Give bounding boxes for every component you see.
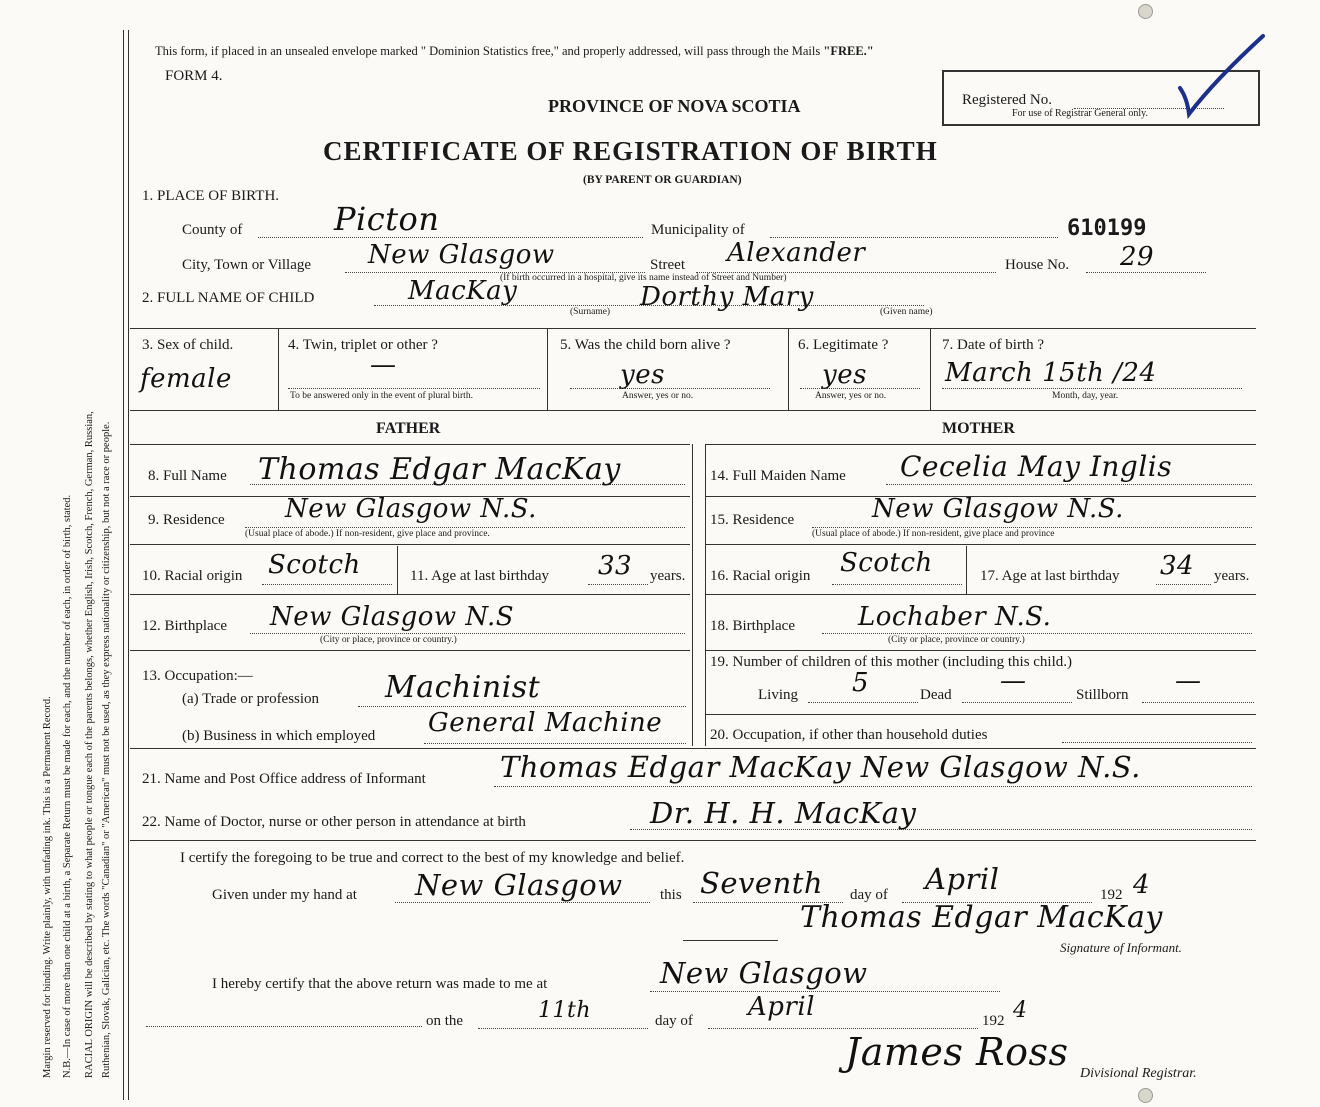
county-label: County of: [182, 222, 243, 238]
county-value: Picton: [334, 200, 440, 238]
day-of-label: day of: [850, 887, 888, 903]
year-prefix: 192: [1100, 887, 1123, 903]
date-label: 7. Date of birth ?: [942, 337, 1045, 353]
informant-signature: Thomas Edgar MacKay: [800, 900, 1163, 935]
father-residence: New Glasgow N.S.: [285, 494, 537, 524]
informant-line: [494, 786, 1252, 787]
form-number: FORM 4.: [165, 68, 223, 84]
on-the-label: on the: [426, 1013, 464, 1029]
stamp-number: 610199: [1067, 216, 1147, 241]
margin-note-4: Ruthenian, Slovak, Galician, etc. The words "Canadian" or "American" must not be used, as they express nationality or citizenship, but not a race or people.: [101, 421, 112, 1078]
mother-heading: MOTHER: [942, 420, 1015, 437]
father-race-label: 10. Racial origin: [142, 568, 243, 584]
rule-father-head: [130, 444, 690, 445]
twin-caption: To be answered only in the event of plural birth.: [290, 391, 473, 401]
mother-age-divider: [966, 546, 967, 594]
year-suffix: 4: [1133, 870, 1151, 900]
margin-rule: [123, 30, 124, 1100]
mother-occupation-line: [1062, 742, 1252, 743]
county-line: [258, 237, 643, 238]
trade-label: (a) Trade or profession: [182, 691, 320, 707]
reg-month-line: [708, 1028, 978, 1029]
trade-value: Machinist: [385, 670, 541, 705]
date-caption: Month, day, year.: [1052, 391, 1119, 401]
street-label: Street: [650, 257, 685, 273]
mother-age: 34: [1160, 551, 1195, 581]
registrar-place-line: [650, 991, 1000, 992]
sex-label: 3. Sex of child.: [142, 337, 234, 353]
rule-row16: [706, 594, 1256, 595]
certificate-subtitle: (BY PARENT OR GUARDIAN): [583, 174, 742, 186]
living-label: Living: [758, 687, 798, 703]
mother-name-label: 14. Full Maiden Name: [710, 468, 846, 484]
sex-value: female: [140, 364, 232, 394]
certificate-title: CERTIFICATE OF REGISTRATION OF BIRTH: [323, 136, 938, 166]
house-label: House No.: [1005, 257, 1070, 273]
twin-label: 4. Twin, triplet or other ?: [288, 337, 438, 353]
stillborn-line: [1142, 702, 1254, 703]
margin-rule-2: [128, 30, 129, 1100]
dead-label: Dead: [920, 687, 952, 703]
rule-bottom-child: [130, 410, 1256, 411]
reg-day-of-label: day of: [655, 1013, 693, 1029]
rule-row9: [130, 544, 690, 545]
rule-row19: [706, 714, 1256, 715]
doctor-value: Dr. H. H. MacKay: [650, 796, 917, 830]
business-value: General Machine: [428, 708, 663, 738]
trade-line: [358, 706, 686, 707]
father-birthplace-caption: (City or place, province or country.): [320, 635, 457, 645]
twin-line: [288, 388, 540, 389]
checkmark-icon: [1175, 30, 1270, 120]
alive-line: [570, 388, 770, 389]
mother-race-label: 16. Racial origin: [710, 568, 811, 584]
father-birthplace-line: [250, 633, 685, 634]
mother-name-line: [886, 484, 1252, 485]
registrar-signature: James Ross: [845, 1030, 1069, 1074]
occupation-label: 13. Occupation:—: [142, 668, 253, 684]
business-line: [424, 743, 686, 744]
cert-day: Seventh: [700, 866, 824, 900]
this-label: this: [660, 887, 682, 903]
father-race: Scotch: [268, 550, 361, 580]
father-birthplace-label: 12. Birthplace: [142, 618, 227, 634]
alive-label: 5. Was the child born alive ?: [560, 337, 731, 353]
father-res-label: 9. Residence: [148, 512, 225, 528]
reg-year-suffix: 4: [1013, 998, 1028, 1023]
mother-res-line: [812, 527, 1252, 528]
mother-residence: New Glasgow N.S.: [872, 494, 1124, 524]
date-line: [942, 388, 1242, 389]
registrar-statement: I hereby certify that the above return was made to me at: [212, 976, 548, 992]
mother-birthplace-label: 18. Birthplace: [710, 618, 795, 634]
dead-value: —: [1000, 666, 1027, 696]
registrar-use-note: For use of Registrar General only.: [1012, 108, 1148, 119]
postal-note: This form, if placed in an unsealed envelope marked " Dominion Statistics free," and properly addressed, will pass through the Mails "FREE.": [155, 44, 874, 58]
informant-sign-left-line: [683, 940, 778, 941]
col-rule-2: [547, 328, 548, 410]
on-the-lead-line: [146, 1026, 422, 1027]
margin-note-3: RACIAL ORIGIN will be described by stating to what people or tongue each of the parents belongs, whether English, Irish, Scotch, French, German, Russian,: [84, 411, 95, 1078]
child-given-name: Dorthy Mary: [640, 282, 814, 312]
given-label: Given under my hand at: [212, 887, 357, 903]
punch-hole-bottom: [1138, 1088, 1153, 1103]
father-age-divider: [397, 546, 398, 594]
street-value: Alexander: [727, 238, 866, 268]
father-age-label: 11. Age at last birthday: [410, 568, 549, 584]
rule-row10: [130, 594, 690, 595]
city-value: New Glasgow: [368, 240, 555, 270]
place-of-birth-heading: 1. PLACE OF BIRTH.: [142, 188, 280, 204]
registrar-day: 11th: [538, 998, 592, 1023]
registrar-month: April: [748, 992, 815, 1022]
hospital-note: (If birth occurred in a hospital, give its name instead of Street and Number): [500, 273, 787, 283]
living-value: 5: [852, 668, 870, 698]
margin-note-2: N.B.—In case of more than one child at a birth, a Separate Return must be made for each, and the number of each, in order of birth, stated.: [62, 494, 73, 1078]
rule-row15: [706, 544, 1256, 545]
living-line: [808, 702, 918, 703]
mother-race-line: [832, 584, 962, 585]
rule-row12: [130, 650, 690, 651]
father-age-line: [588, 584, 648, 585]
child-name-label: 2. FULL NAME OF CHILD: [142, 290, 315, 306]
father-birthplace: New Glasgow N.S: [270, 602, 515, 632]
father-name: Thomas Edgar MacKay: [258, 452, 621, 487]
signature-caption: Signature of Informant.: [1060, 940, 1182, 955]
registrar-caption: Divisional Registrar.: [1080, 1066, 1197, 1081]
surname-caption: (Surname): [570, 307, 611, 317]
date-value: March 15th /24: [945, 358, 1157, 388]
given-place-line: [395, 902, 650, 903]
municipality-label: Municipality of: [651, 222, 745, 238]
father-heading: FATHER: [376, 420, 441, 437]
mother-occupation-label: 20. Occupation, if other than household duties: [710, 727, 988, 743]
father-years: years.: [650, 568, 686, 584]
twin-value: —: [370, 350, 397, 380]
children-count-label: 19. Number of children of this mother (including this child.): [710, 654, 1073, 670]
mother-birthplace-caption: (City or place, province or country.): [888, 635, 1025, 645]
mother-age-line: [1156, 584, 1211, 585]
center-divider-2: [705, 444, 706, 746]
mother-age-label: 17. Age at last birthday: [980, 568, 1120, 584]
margin-note-1: Margin reserved for binding. Write plainly, with unfading ink. This is a Permanent Record.: [42, 696, 53, 1078]
mother-name: Cecelia May Inglis: [900, 450, 1173, 483]
legitimate-caption: Answer, yes or no.: [815, 391, 887, 401]
legitimate-line: [800, 388, 920, 389]
registrar-place: New Glasgow: [660, 956, 868, 990]
stillborn-value: —: [1175, 666, 1202, 696]
mother-res-caption: (Usual place of abode.) If non-resident, give place and province: [812, 529, 1055, 539]
father-res-line: [245, 527, 685, 528]
father-age: 33: [598, 551, 633, 581]
doctor-label: 22. Name of Doctor, nurse or other person in attendance at birth: [142, 814, 526, 830]
house-line: [1086, 272, 1206, 273]
father-name-label: 8. Full Name: [148, 468, 227, 484]
business-label: (b) Business in which employed: [182, 728, 376, 744]
given-caption: (Given name): [880, 307, 933, 317]
legitimate-label: 6. Legitimate ?: [798, 337, 889, 353]
legitimate-value: yes: [822, 360, 867, 390]
col-rule-1: [278, 328, 279, 410]
informant-label: 21. Name and Post Office address of Informant: [142, 771, 426, 787]
given-place: New Glasgow: [415, 868, 623, 902]
house-value: 29: [1120, 242, 1155, 272]
mother-race: Scotch: [840, 548, 933, 578]
alive-caption: Answer, yes or no.: [622, 391, 694, 401]
dead-line: [962, 702, 1072, 703]
province-heading: PROVINCE OF NOVA SCOTIA: [548, 96, 801, 116]
mother-birthplace-line: [822, 633, 1252, 634]
rule-row18: [706, 650, 1256, 651]
reg-year-prefix: 192: [982, 1013, 1005, 1029]
reg-day-line: [478, 1028, 648, 1029]
cert-month: April: [925, 862, 1000, 896]
registered-label: Registered No.: [962, 92, 1052, 108]
cert-statement: I certify the foregoing to be true and correct to the best of my knowledge and belief.: [180, 850, 685, 866]
mother-years: years.: [1214, 568, 1250, 584]
col-rule-4: [930, 328, 931, 410]
center-divider: [692, 444, 693, 746]
father-race-line: [262, 584, 392, 585]
alive-value: yes: [620, 360, 665, 390]
child-surname: MacKay: [408, 276, 518, 306]
mother-res-label: 15. Residence: [710, 512, 795, 528]
punch-hole-top: [1138, 4, 1153, 19]
stillborn-label: Stillborn: [1076, 687, 1129, 703]
father-res-caption: (Usual place of abode.) If non-resident, give place and province.: [245, 529, 490, 539]
rule-parents-bottom: [130, 748, 1256, 749]
col-rule-3: [788, 328, 789, 410]
rule-mother-head: [706, 444, 1256, 445]
mother-birthplace: Lochaber N.S.: [858, 602, 1052, 632]
rule-top-child: [130, 328, 1256, 329]
informant-value: Thomas Edgar MacKay New Glasgow N.S.: [500, 750, 1141, 784]
city-label: City, Town or Village: [182, 257, 312, 273]
rule-cert-top: [130, 840, 1256, 841]
